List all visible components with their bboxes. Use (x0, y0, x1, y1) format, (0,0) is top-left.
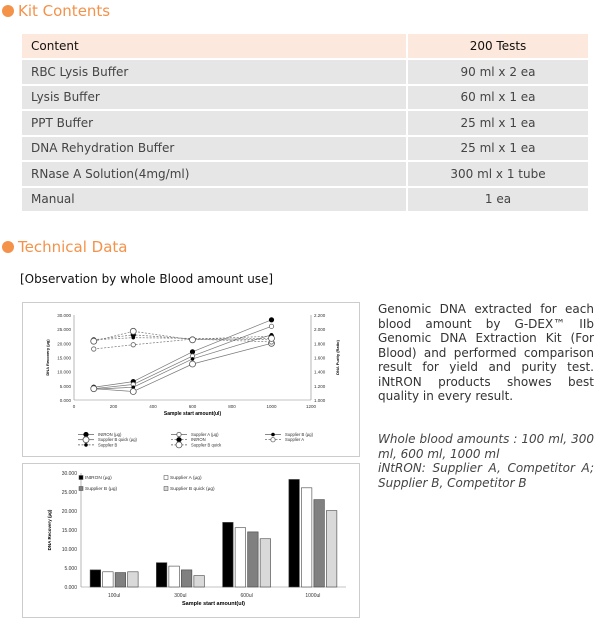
notes (378, 432, 594, 490)
y-tick-label: 25.000 (61, 490, 77, 496)
bullet-icon (2, 5, 14, 17)
bar (103, 572, 114, 587)
series-line (94, 338, 272, 340)
legend-swatch (164, 476, 168, 480)
legend-label: Supplier B (98, 442, 118, 448)
legend-label: Supplier A (µg) (170, 476, 202, 481)
y2-tick-label: 1.400 (314, 369, 326, 375)
table-row (22, 187, 588, 213)
x-tick-label: 1200 (305, 404, 317, 409)
y-axis-label: DNA Recovery (µg) (47, 509, 52, 551)
cell: 1 ea (407, 187, 588, 213)
bar (260, 539, 271, 587)
bar (181, 570, 192, 587)
legend-swatch (79, 476, 83, 480)
table-row (22, 59, 588, 85)
x-tick-label: 600ul (240, 593, 253, 599)
x-tick-label: 100ul (108, 593, 121, 599)
data-point (91, 386, 97, 392)
technical-data-heading (2, 238, 127, 256)
heading-text: Kit Contents (18, 2, 111, 20)
heading-text: Technical Data (18, 238, 128, 256)
y-tick-label: 15.000 (61, 528, 77, 534)
data-point (92, 347, 96, 351)
description-text: Genomic DNA extracted for each blood amount by G-DEX™ IIb Genomic DNA Extraction Kit (For Blood) and performed comparison result for yield and purity test. iNtRON products showes best quality in every result. (378, 302, 594, 403)
legend-label: INtRON (µg) (85, 476, 112, 481)
y-tick-label: 5.000 (59, 383, 71, 389)
data-point (269, 317, 274, 322)
legend-label: Supplier B quick (µg) (170, 487, 215, 492)
legend-label: Supplier A (µg) (191, 432, 219, 437)
x-tick-label: 1000 (266, 404, 277, 409)
table-row (22, 136, 588, 162)
x-tick-label: 1000ul (305, 593, 321, 599)
bar (289, 479, 300, 587)
legend-marker (271, 433, 275, 437)
data-point (191, 357, 195, 361)
cell: Manual (22, 187, 407, 213)
observation-caption: [Observation by whole Blood amount use] (20, 272, 274, 286)
legend-marker (84, 443, 88, 447)
data-point (131, 336, 135, 340)
data-point (269, 324, 273, 328)
legend-label: Supplier A (285, 437, 305, 443)
cell: 25 ml x 1 ea (407, 110, 588, 136)
cell: RNase A Solution(4mg/ml) (22, 161, 407, 187)
y-tick-label: 0.000 (64, 585, 77, 591)
cell: 300 ml x 1 tube (407, 161, 588, 187)
y-tick-label: 30.000 (57, 313, 71, 318)
y-tick-label: 15.000 (57, 355, 71, 361)
data-point (131, 343, 135, 347)
bar (156, 563, 167, 587)
y-tick-label: 20.000 (57, 341, 71, 347)
x-axis-label: Sample start amount(ul) (163, 411, 222, 417)
header-tests: 200 Tests (407, 34, 588, 59)
legend-marker (176, 442, 182, 448)
cell: DNA Rehydration Buffer (22, 136, 407, 162)
y2-tick-label: 1.000 (314, 398, 326, 403)
legend-marker (83, 437, 89, 443)
note-suppliers: iNtRON: Supplier A, Competitor A; Supplier B, Competitor B (378, 461, 594, 490)
y2-axis-label: DNA Purity (Ratio) (335, 340, 340, 375)
bar (115, 573, 126, 587)
table-row (22, 110, 588, 136)
bar (169, 566, 180, 587)
legend-label: Supplier B (µg) (285, 432, 314, 437)
legend-marker (177, 432, 181, 436)
bar (235, 528, 246, 587)
y-tick-label: 25.000 (57, 327, 71, 333)
x-tick-label: 0 (72, 404, 76, 409)
y-axis-label: DNA Recovery (µg) (45, 339, 50, 376)
bar (248, 532, 259, 587)
cell: Lysis Buffer (22, 85, 407, 111)
cell: 90 ml x 2 ea (407, 59, 588, 85)
data-point (190, 337, 196, 343)
legend-label: Supplier B (µg) (85, 487, 118, 492)
bar (326, 511, 337, 587)
series-line (94, 326, 272, 388)
note-amounts: Whole blood amounts : 100 ml, 300 ml, 600 ml, 1000 ml (378, 432, 594, 461)
data-point (91, 338, 97, 344)
series-line (94, 343, 272, 391)
y2-tick-label: 2.200 (314, 313, 326, 318)
series-line (94, 335, 272, 389)
line-chart (22, 302, 360, 457)
table-row (22, 161, 588, 187)
table-row (22, 85, 588, 111)
kit-contents-table (22, 34, 588, 213)
bar-chart (22, 463, 360, 618)
kit-contents-heading (2, 2, 110, 20)
y-tick-label: 10.000 (61, 547, 77, 553)
y2-tick-label: 2.000 (314, 327, 326, 333)
x-tick-label: 600 (188, 404, 197, 409)
y2-tick-label: 1.800 (314, 341, 326, 347)
y-tick-label: 0.000 (59, 398, 71, 403)
y2-tick-label: 1.200 (314, 383, 326, 389)
y-tick-label: 10.000 (57, 369, 71, 375)
bar (301, 488, 312, 587)
data-point (269, 335, 275, 341)
bar (90, 570, 101, 587)
cell: PPT Buffer (22, 110, 407, 136)
header-content: Content (22, 34, 407, 59)
legend-label: Supplier B quick (191, 442, 222, 448)
y-tick-label: 20.000 (61, 509, 77, 515)
series-line (94, 339, 272, 349)
bar (194, 576, 205, 587)
legend-label: INtRON (µg) (98, 432, 122, 437)
data-point (130, 389, 136, 395)
bar (223, 522, 234, 587)
x-tick-label: 300ul (174, 593, 187, 599)
legend-marker (271, 438, 275, 442)
data-point (130, 328, 136, 334)
x-axis-label: Sample start amount(ul) (182, 601, 245, 607)
legend-label: INtRON (191, 437, 206, 443)
bar (314, 500, 325, 587)
series-line (94, 320, 272, 387)
x-tick-label: 400 (149, 404, 157, 409)
x-tick-label: 800 (228, 404, 236, 409)
legend-label: Supplier B quick (µg) (98, 437, 137, 443)
cell: 25 ml x 1 ea (407, 136, 588, 162)
bullet-icon (2, 241, 14, 253)
x-tick-label: 200 (109, 404, 118, 409)
y-tick-label: 5.000 (64, 566, 77, 572)
y-tick-label: 30.000 (61, 471, 77, 477)
y2-tick-label: 1.600 (314, 355, 326, 361)
legend-swatch (164, 487, 168, 491)
bar (128, 572, 139, 587)
cell: 60 ml x 1 ea (407, 85, 588, 111)
legend-swatch (79, 487, 83, 491)
table-header (22, 34, 588, 59)
cell: RBC Lysis Buffer (22, 59, 407, 85)
data-point (190, 361, 196, 367)
